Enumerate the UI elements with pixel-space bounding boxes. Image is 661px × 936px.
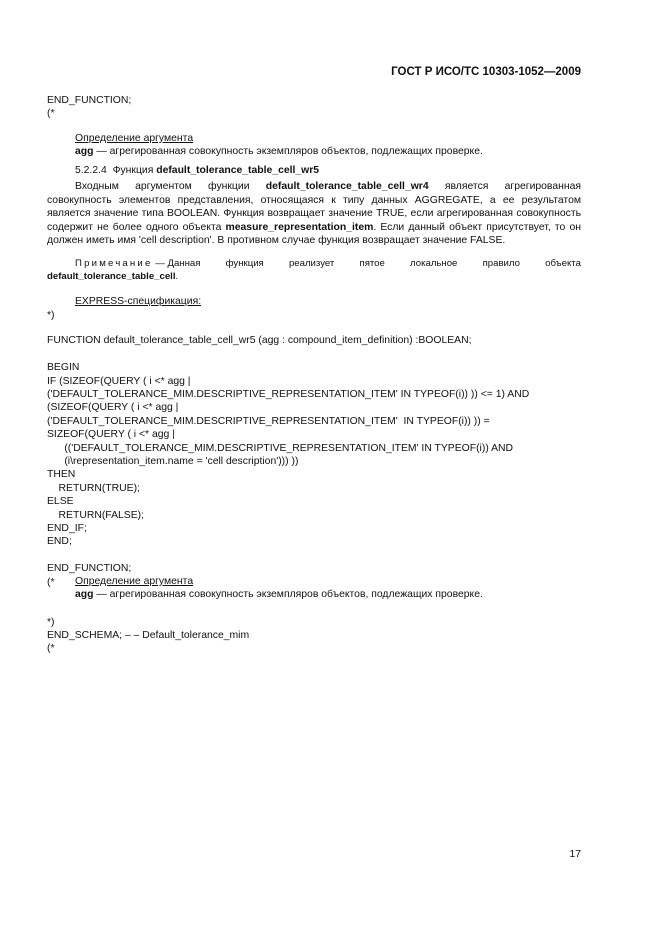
- section-prefix: Функция: [112, 165, 157, 176]
- express-open: *): [47, 310, 55, 321]
- argument-description: — агрегированная совокупность экземпляров объектов, подлежащих проверке.: [93, 146, 483, 157]
- code-line: SIZEOF(QUERY ( i <* agg |: [47, 429, 175, 441]
- note-word-0: — Данная: [155, 258, 201, 269]
- para-bold-1: default_tolerance_table_cell_wr4: [265, 181, 429, 192]
- code-line: ('DEFAULT_TOLERANCE_MIM.DESCRIPTIVE_REPRESENTATION_ITEM' IN TYPEOF(i)) )) =: [47, 415, 490, 427]
- code-line: RETURN(FALSE);: [47, 509, 144, 521]
- code-line: ELSE: [47, 496, 74, 508]
- argument-definition-title: Определение аргумента: [75, 133, 194, 144]
- section-function-name: default_tolerance_table_cell_wr5: [156, 165, 320, 176]
- note-label: Примечание: [75, 258, 153, 269]
- code-end-function: END_FUNCTION;: [47, 95, 132, 106]
- code-line: (('DEFAULT_TOLERANCE_MIM.DESCRIPTIVE_REPRESENTATION_ITEM' IN TYPEOF(i)) AND: [47, 442, 514, 454]
- code-line: BEGIN: [47, 362, 80, 374]
- argument-definition: [75, 146, 483, 157]
- code-comment-open: (*: [47, 108, 55, 119]
- page-number: 17: [569, 849, 581, 860]
- tail-open: (*: [47, 643, 55, 654]
- code-line: (i\representation_item.name = 'cell description'))) )): [47, 456, 299, 468]
- note-object-name: default_tolerance_table_cell: [47, 271, 176, 282]
- para-text-3: . Если данный объект присутствует, то он должен иметь имя 'cell description'. В противном случае функция возвращает значение FALSE.: [47, 221, 581, 247]
- code-line: END_FUNCTION;: [47, 563, 132, 575]
- code-line: ('DEFAULT_TOLERANCE_MIM.DESCRIPTIVE_REPRESENTATION_ITEM' IN TYPEOF(i)) )) <= 1) AND: [47, 389, 530, 401]
- para-text-1: Входным аргументом функции: [75, 181, 266, 192]
- code-line: [47, 348, 529, 361]
- section-number: 5.2.2.4: [75, 165, 107, 176]
- note: [47, 257, 581, 283]
- document-id: ГОСТ Р ИСО/ТС 10303-1052—2009: [391, 66, 581, 78]
- code-line: END_IF;: [47, 523, 87, 535]
- code-line: (*: [47, 576, 55, 588]
- argument-name-2: agg: [75, 589, 94, 600]
- note-word-4: локальное: [410, 258, 458, 269]
- code-line: END;: [47, 536, 72, 548]
- end-schema: END_SCHEMA; – – Default_tolerance_mim: [47, 630, 250, 641]
- tail-close: *): [47, 617, 55, 628]
- code-line: [47, 549, 529, 562]
- express-title: EXPRESS-спецификация:: [75, 296, 202, 307]
- function-description: [47, 180, 581, 248]
- express-code: [47, 321, 529, 603]
- note-word-2: реализует: [288, 258, 335, 269]
- argument-definition-2: [75, 589, 483, 600]
- argument-name: agg: [75, 146, 94, 157]
- note-end: .: [175, 271, 179, 282]
- code-line: THEN: [47, 469, 76, 481]
- code-line: RETURN(TRUE);: [47, 482, 140, 494]
- para-bold-2: measure_representation_item: [225, 221, 374, 233]
- argument-definition-title-2: Определение аргумента: [75, 576, 194, 587]
- para-text-2: является агрегированная совокупность элементов представления, относящаяся к типу данных AGGREGATE, а ее результатом является значение типа BOOLEAN. Функция возвращает значение TRUE, если агрегированная совокупность содержит не более одного объекта: [47, 181, 581, 233]
- code-line: FUNCTION default_tolerance_table_cell_wr5 (agg : compound_item_definition) :BOOLEAN;: [47, 335, 472, 347]
- code-line: (SIZEOF(QUERY ( i <* agg |: [47, 402, 179, 414]
- note-word-3: пятое: [359, 258, 385, 269]
- note-word-1: функция: [225, 258, 264, 269]
- code-line: IF (SIZEOF(QUERY ( i <* agg |: [47, 375, 191, 387]
- argument-description-2: — агрегированная совокупность экземпляров объектов, подлежащих проверке.: [93, 589, 483, 600]
- note-word-5: правило: [482, 258, 520, 269]
- section-heading: [75, 165, 319, 176]
- note-word-6: объекта: [545, 258, 581, 269]
